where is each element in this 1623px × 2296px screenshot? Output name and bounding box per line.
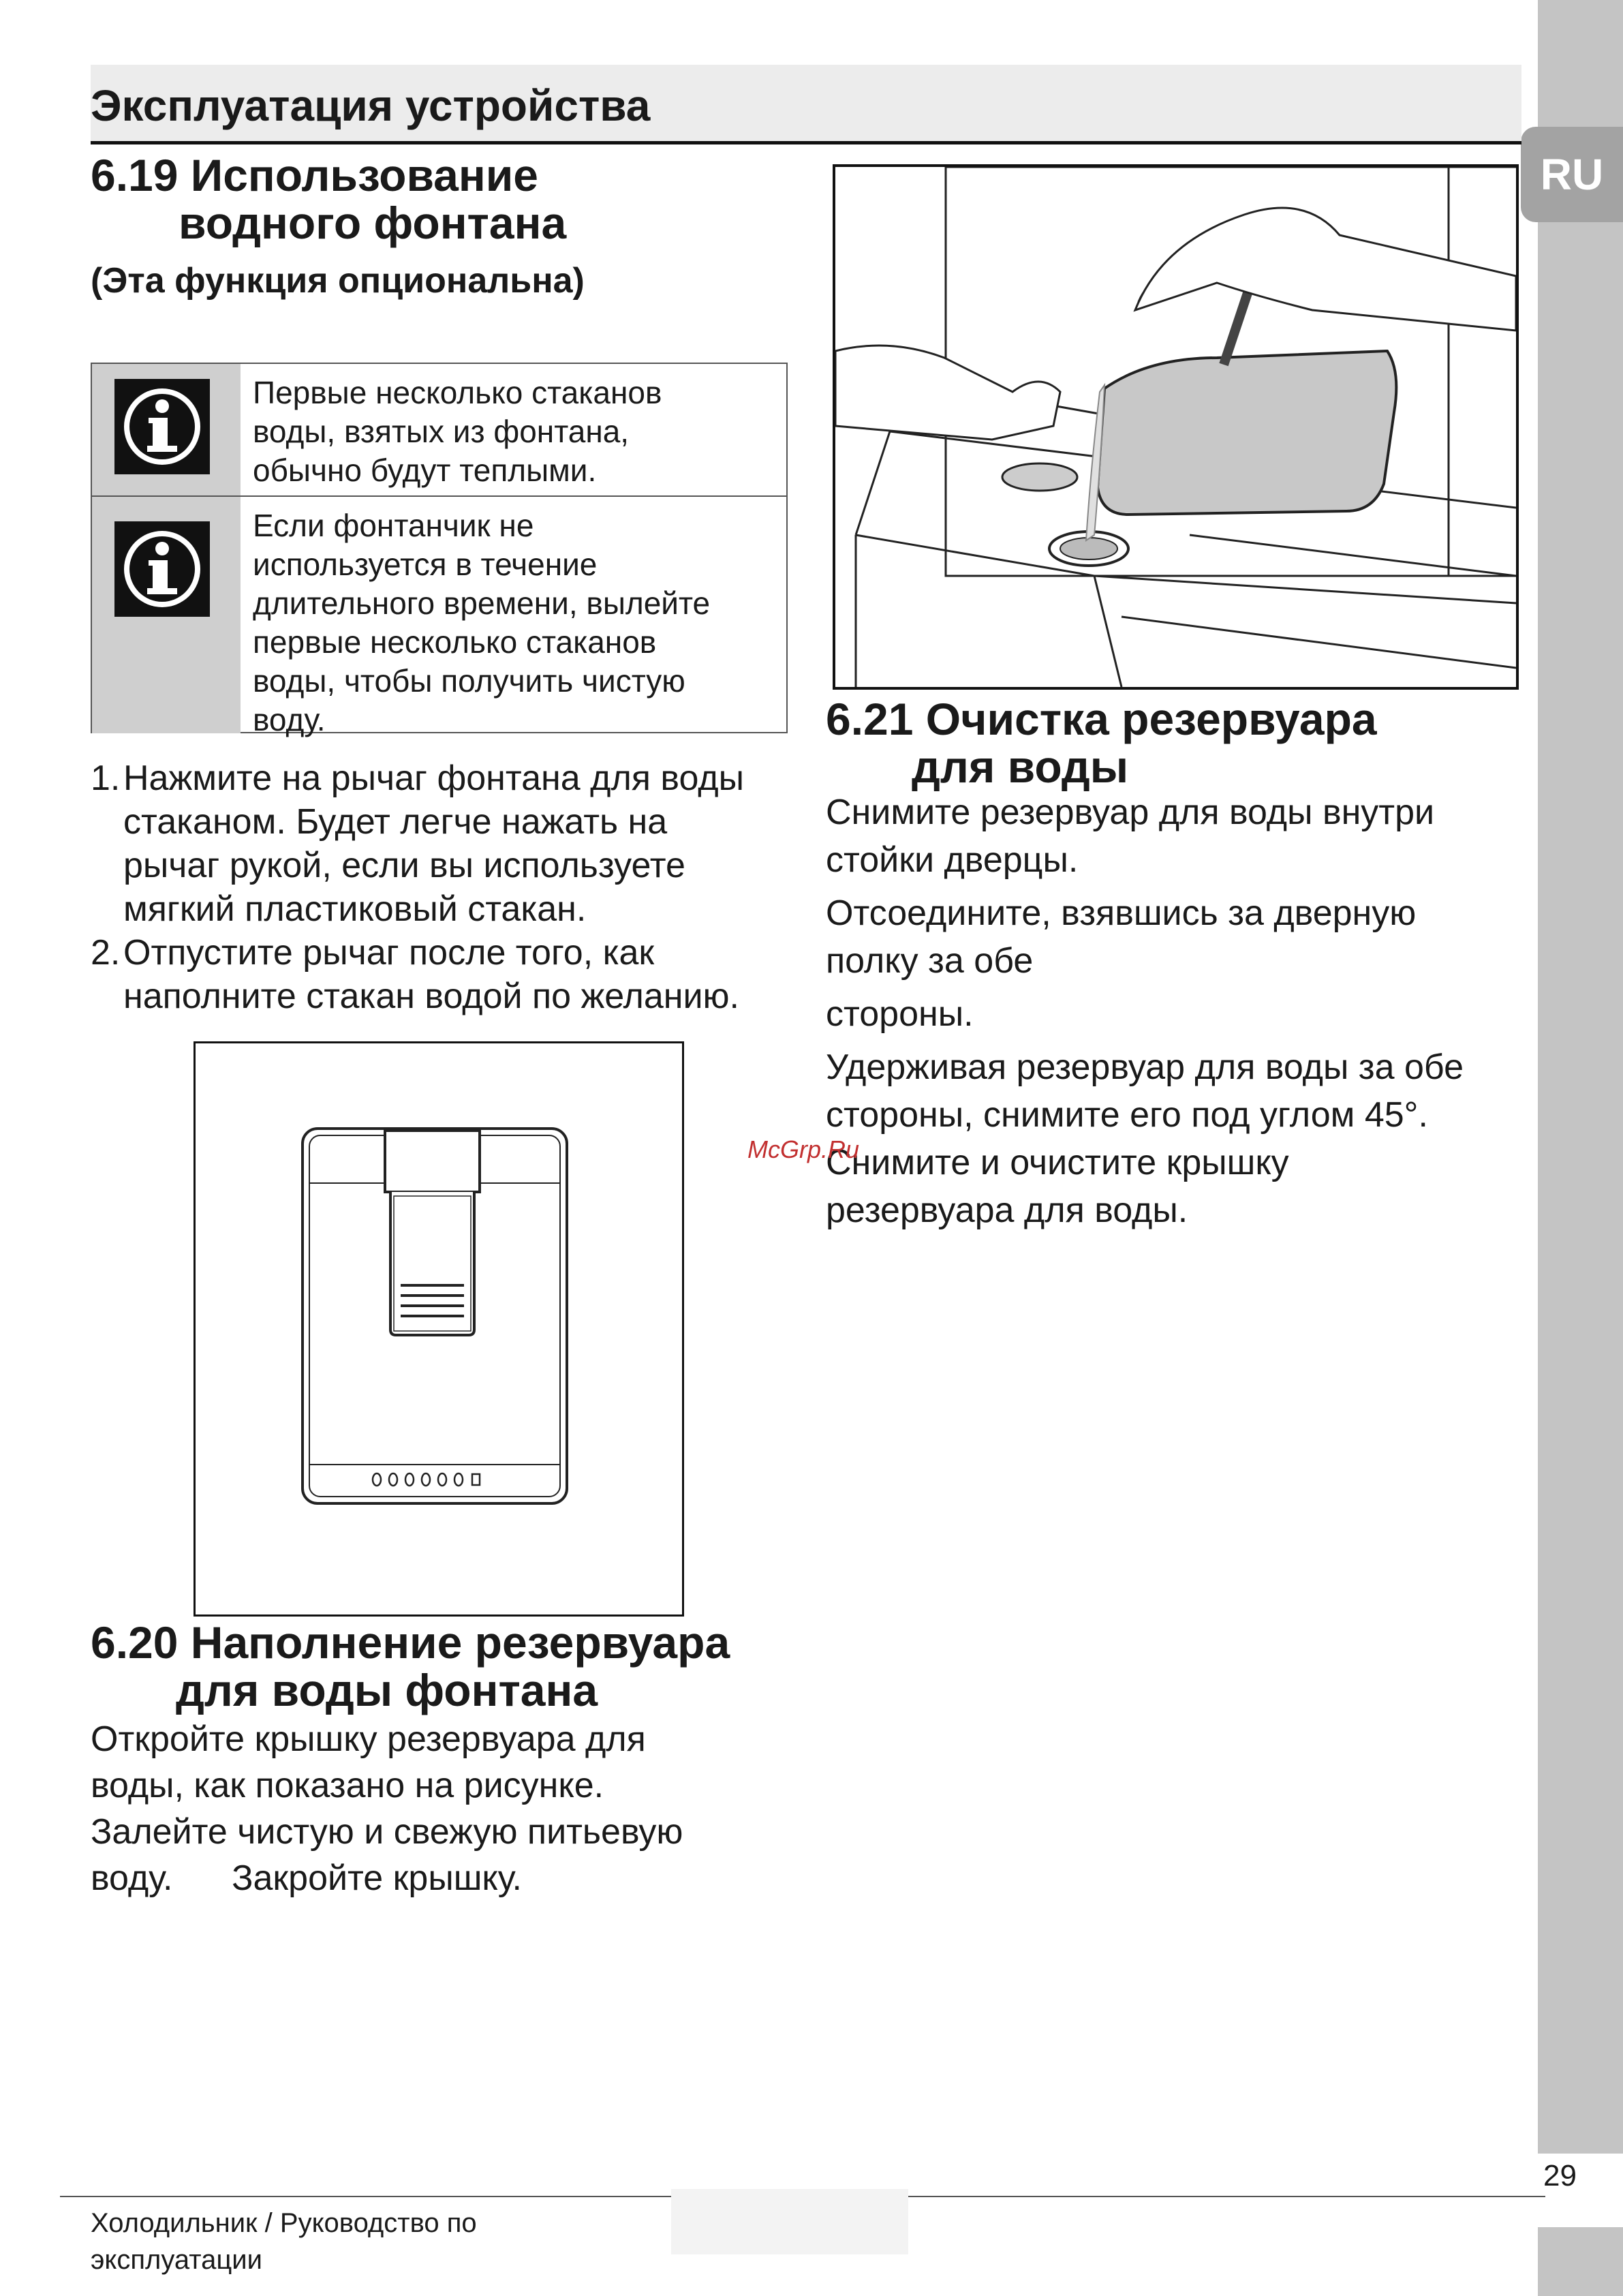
section-619-title-line2: водного фонтана [179, 198, 567, 248]
section-621-title-line1: 6.21 Очистка резервуара [826, 694, 1377, 744]
section-620-title-line1: 6.20 Наполнение резервуара [91, 1617, 730, 1668]
info-icon [114, 379, 210, 474]
info-icon-cell [92, 364, 241, 495]
water-dispenser-drawing [196, 1043, 682, 1614]
info-note-text: Если фонтанчик не используется в течение длительного времени, вылейте первые несколько стаканов воды, чтобы получить чистую воду. [253, 508, 711, 737]
pitcher-pouring-drawing [835, 167, 1516, 687]
watermark: McGrp.Ru [747, 1135, 860, 1163]
info-note-text: Первые несколько стаканов воды, взятых из фонтана, обычно будут теплыми. [253, 375, 662, 488]
page-title: Эксплуатация устройства [91, 81, 651, 130]
section-621-body: Снимите резервуар для воды внутри стойки дверцы. Отсоедините, взявшись за дверную полку за обе стороны. Удерживая резервуар для воды за обе стороны, снимите его под углом 45°. Снимите и очистите крышку резервуара для воды. [826, 793, 1464, 1230]
list-item: 1. Нажмите на рычаг фонтана для воды стаканом. Будет легче нажать на рычаг рукой, если вы используете мягкий пластиковый стакан. [91, 759, 744, 929]
steps-list [91, 756, 806, 1018]
footer-text: Холодильник / Руководство по эксплуатации [91, 2208, 477, 2275]
info-icon [114, 521, 210, 617]
footer-box [671, 2189, 908, 2254]
info-icon-cell [92, 497, 241, 733]
language-tab: RU [1521, 127, 1623, 222]
info-note-row [92, 364, 786, 497]
section-619-subtitle: (Эта функция опциональна) [91, 261, 585, 301]
page-number: 29 [1543, 2159, 1577, 2192]
list-item: 2. Отпустите рычаг после того, как наполните стакан водой по желанию. [91, 933, 739, 1016]
pouring-illustration [833, 164, 1519, 690]
section-620-body: Откройте крышку резервуара для воды, как показано на рисунке. Залейте чистую и свежую питьевую воду. Закройте крышку. [91, 1719, 683, 1898]
section-621-title-line2: для воды [912, 741, 1129, 792]
side-strip [1538, 0, 1623, 2154]
info-note-row [92, 497, 786, 737]
section-619-title-line1: 6.19 Использование [91, 150, 539, 200]
section-620-title-line2: для воды фонтана [176, 1665, 598, 1715]
dispenser-illustration [194, 1041, 684, 1617]
side-strip-bottom [1538, 2227, 1623, 2296]
info-table [91, 363, 788, 737]
